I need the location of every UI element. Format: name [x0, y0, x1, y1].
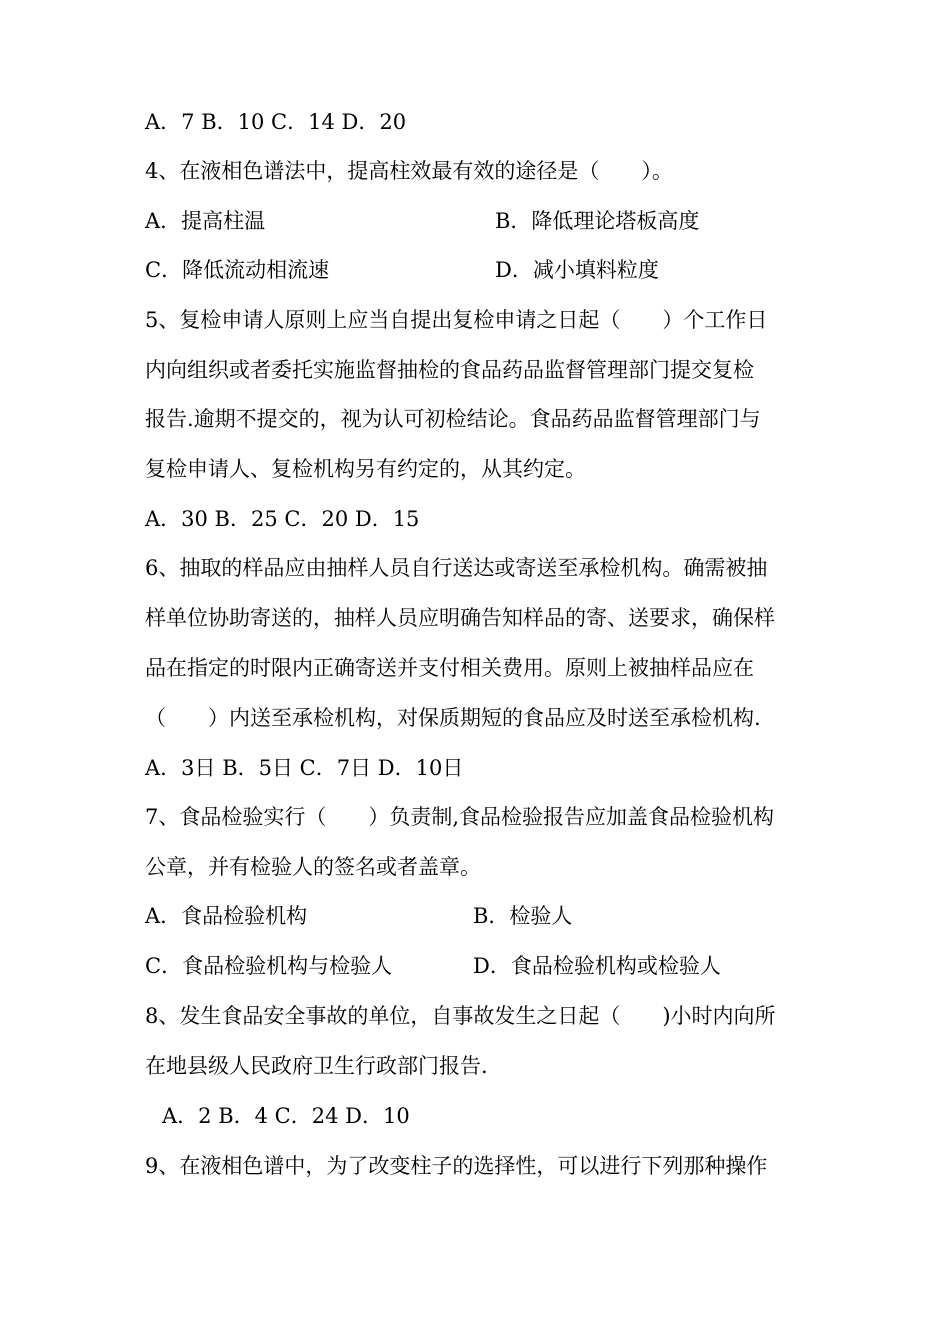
- q3-options: A．7 B．10 C．14 D．20: [145, 110, 407, 134]
- q4-option-b: B．降低理论塔板高度: [495, 209, 700, 233]
- q7-stem-line-2: 公章，并有检验人的签名或者盖章。: [145, 855, 481, 879]
- q6-stem-line-3: 品在指定的时限内正确寄送并支付相关费用。原则上被抽样品应在: [145, 656, 754, 680]
- q7-option-a: A．食品检验机构: [145, 904, 308, 928]
- q6-options: A．3日 B．5日 C．7日 D．10日: [145, 756, 464, 780]
- q7-option-c: C．食品检验机构与检验人: [145, 954, 393, 978]
- q5-options: A．30 B．25 C．20 D．15: [145, 507, 420, 531]
- q7-option-b: B．检验人: [473, 904, 573, 928]
- q4-stem: 4、在液相色谱法中，提高柱效最有效的途径是（ ）。: [145, 159, 673, 183]
- q5-stem-line-3: 报告.逾期不提交的，视为认可初检结论。食品药品监督管理部门与: [145, 407, 761, 431]
- q5-stem-line-1: 5、复检申请人原则上应当自提出复检申请之日起（ ）个工作日: [145, 308, 768, 332]
- q8-stem-line-2: 在地县级人民政府卫生行政部门报告.: [145, 1054, 488, 1078]
- q6-stem-line-2: 样单位协助寄送的，抽样人员应明确告知样品的寄、送要求，确保样: [145, 606, 775, 630]
- q7-stem-line-1: 7、食品检验实行（ ）负责制,食品检验报告应加盖食品检验机构: [145, 805, 775, 829]
- q4-option-a: A．提高柱温: [145, 209, 266, 233]
- q8-options: A．2 B．4 C．24 D．10: [162, 1104, 410, 1128]
- q5-stem-line-2: 内向组织或者委托实施监督抽检的食品药品监督管理部门提交复检: [145, 358, 754, 382]
- q6-stem-line-4: （ ）内送至承检机构，对保质期短的食品应及时送至承检机构.: [145, 706, 761, 730]
- q7-option-d: D．食品检验机构或检验人: [473, 954, 721, 978]
- q4-option-c: C．降低流动相流速: [145, 258, 330, 282]
- q5-stem-line-4: 复检申请人、复检机构另有约定的，从其约定。: [145, 457, 586, 481]
- q6-stem-line-1: 6、抽取的样品应由抽样人员自行送达或寄送至承检机构。确需被抽: [145, 556, 768, 580]
- q4-option-d: D．减小填料粒度: [495, 258, 659, 282]
- q9-stem-line-1: 9、在液相色谱中，为了改变柱子的选择性，可以进行下列那种操作: [145, 1154, 768, 1178]
- q8-stem-line-1: 8、发生食品安全事故的单位，自事故发生之日起（ )小时内向所: [145, 1004, 776, 1028]
